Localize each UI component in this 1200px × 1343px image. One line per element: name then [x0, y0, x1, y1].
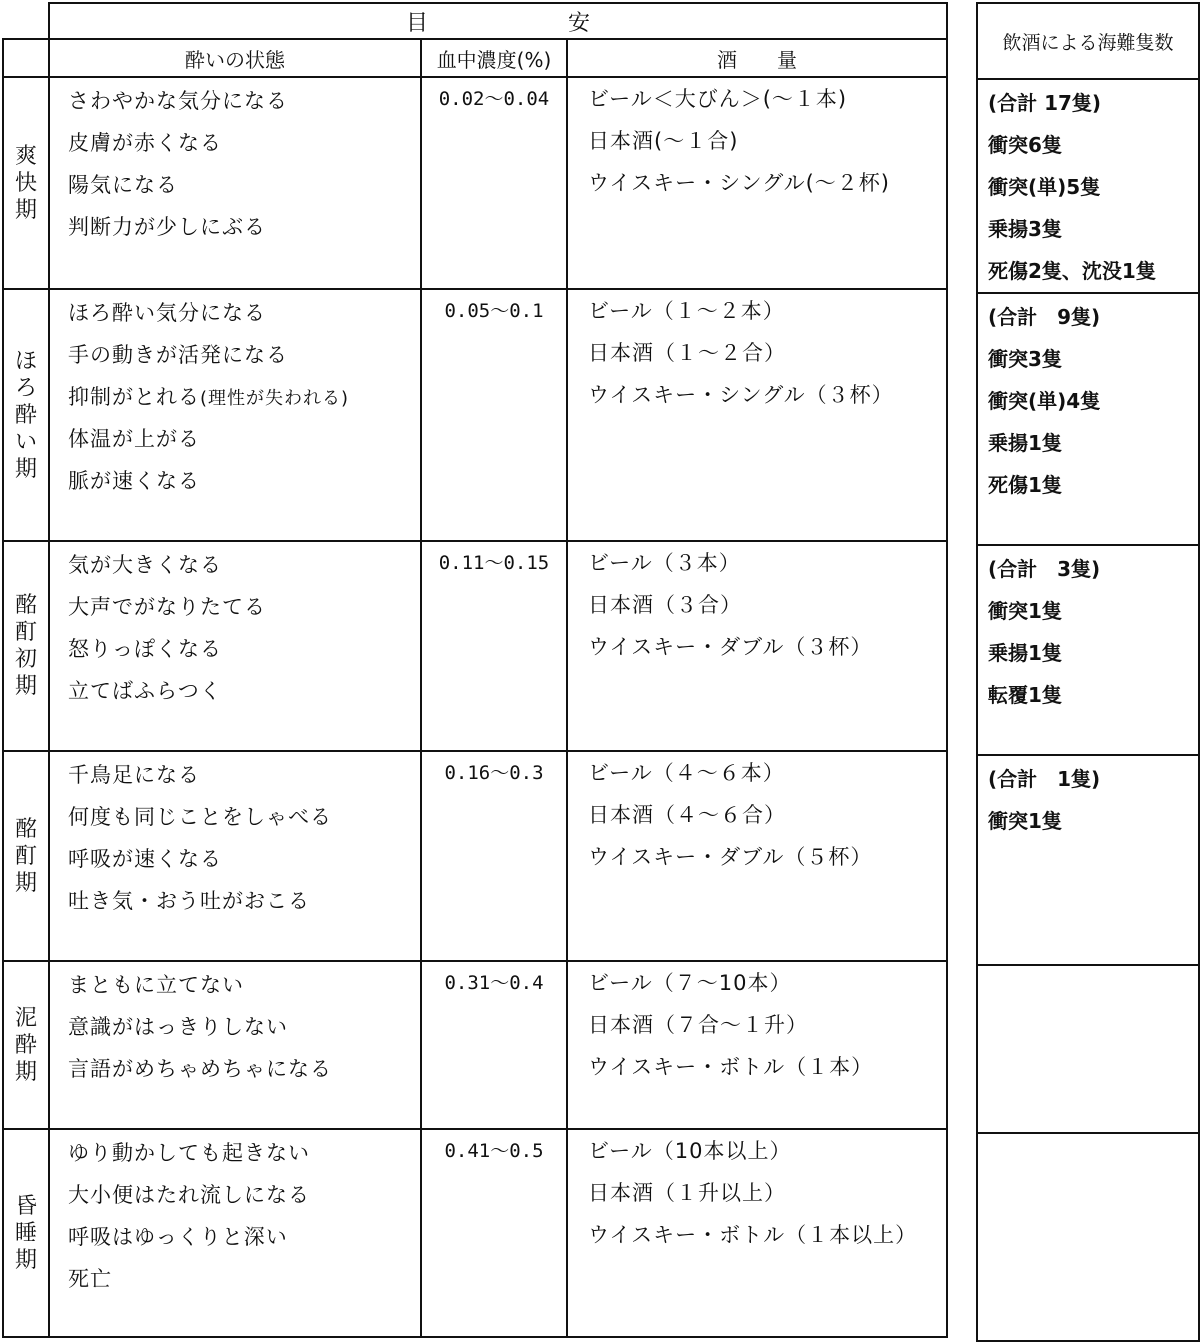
amount-line: ウイスキー・ダブル（５杯） [588, 845, 873, 869]
group-header-row [3, 3, 947, 39]
state-line: 立てばふらつく [68, 679, 222, 703]
stage-label [3, 961, 49, 1129]
stage-row [3, 541, 947, 751]
accident-line: 衝突6隻 [988, 133, 1062, 157]
amount-line: ビール（１～２本） [588, 299, 785, 323]
accident-line: 衝突(単)4隻 [988, 389, 1101, 413]
bac-value: 0.41～0.5 [444, 1140, 544, 1162]
amount-line: ウイスキー・ボトル（１本） [588, 1055, 874, 1079]
state-cell [49, 751, 421, 961]
state-line: 大小便はたれ流しになる [68, 1183, 310, 1207]
state-line: まともに立てない [68, 973, 244, 997]
amount-line: ビール＜大びん＞(～１本) [588, 87, 848, 111]
accident-line: 死傷2隻、沈没1隻 [988, 259, 1156, 283]
stage-label-char: 期 [14, 1059, 37, 1085]
accident-line: 乗揚1隻 [988, 641, 1062, 665]
state-line: 千鳥足になる [68, 763, 200, 787]
stage-label-char: 酔 [14, 402, 37, 428]
amount-line: ウイスキー・ダブル（３杯） [588, 635, 873, 659]
accident-cell [977, 1133, 1199, 1341]
amount-line: ウイスキー・シングル（３杯） [588, 383, 894, 407]
state-line: 何度も同じことをしゃべる [68, 805, 332, 829]
accident-cell [977, 755, 1199, 965]
amount-line: 日本酒（１～２合） [588, 341, 786, 365]
state-cell [49, 1129, 421, 1337]
bac-cell [421, 77, 567, 289]
state-line: 意識がはっきりしない [68, 1015, 288, 1039]
state-line: 体温が上がる [68, 427, 200, 451]
bac-value: 0.11～0.15 [438, 552, 550, 574]
bac-value: 0.05～0.1 [444, 300, 544, 322]
guide-header [49, 3, 947, 39]
state-line: 判断力が少しにぶる [68, 215, 266, 239]
column-header-state: 酔いの状態 [49, 39, 421, 77]
stage-label-char: 期 [14, 870, 37, 896]
stage-rows [3, 77, 947, 1337]
accident-line: (合計 3隻) [988, 557, 1101, 581]
state-cell [49, 961, 421, 1129]
stage-row [3, 289, 947, 541]
amount-line: 日本酒（４～６合） [588, 803, 786, 827]
bac-cell [421, 541, 567, 751]
accident-line: 転覆1隻 [988, 683, 1062, 707]
state-line: ほろ酔い気分になる [68, 301, 266, 325]
amount-line: 日本酒（３合） [588, 593, 742, 617]
stage-label [3, 541, 49, 751]
state-line: 手の動きが活発になる [68, 343, 288, 367]
stage-label [3, 289, 49, 541]
accident-row [977, 755, 1199, 965]
state-line: 大声でがなりたてる [68, 595, 266, 619]
state-cell [49, 77, 421, 289]
stage-label-char: い [14, 429, 37, 455]
stage-label-char: 睡 [14, 1220, 37, 1246]
state-line: 怒りっぽくなる [68, 637, 222, 661]
state-line: 呼吸はゆっくりと深い [68, 1225, 288, 1249]
accident-line: 死傷1隻 [988, 473, 1062, 497]
amount-line: ウイスキー・シングル(～２杯) [588, 171, 890, 195]
bac-cell [421, 751, 567, 961]
stage-label [3, 1129, 49, 1337]
accident-line: (合計 1隻) [988, 767, 1101, 791]
amount-line: 日本酒（１升以上） [588, 1181, 786, 1205]
stage-label-char: 期 [14, 674, 37, 699]
stage-row [3, 751, 947, 961]
accident-line: 乗揚3隻 [988, 217, 1062, 241]
state-line: 陽気になる [68, 173, 178, 197]
accident-line: (合計 9隻) [988, 305, 1101, 329]
accident-line: 衝突1隻 [988, 599, 1062, 623]
state-line: 抑制がとれる(理性が失われる) [68, 385, 350, 409]
guide-header-char-b: 安 [568, 10, 591, 36]
column-header-amount [567, 39, 947, 77]
accident-count-header: 飲酒による海難隻数 [977, 3, 1199, 79]
stage-label-char: 期 [14, 197, 37, 223]
bac-cell [421, 961, 567, 1129]
drunkenness-table [2, 2, 948, 1338]
amount-line: ビール（３本） [588, 551, 741, 575]
amount-cell [567, 77, 947, 289]
bac-cell [421, 1129, 567, 1337]
bac-value: 0.02～0.04 [438, 88, 550, 110]
stage-label-char: ほ [14, 348, 37, 374]
accident-row [977, 965, 1199, 1133]
stage-label-char: 酊 [14, 843, 37, 869]
state-cell [49, 541, 421, 751]
amount-cell [567, 961, 947, 1129]
column-header-amount-label: 酒 量 [717, 47, 797, 72]
column-header-row [3, 39, 947, 77]
accident-cell [977, 545, 1199, 755]
stage-label-char: 泥 [14, 1005, 37, 1031]
amount-cell [567, 289, 947, 541]
bac-cell [421, 289, 567, 541]
stage-label-char: 酔 [14, 1032, 37, 1058]
bac-value: 0.31～0.4 [444, 972, 544, 994]
stage-label-char: 酩 [14, 816, 37, 842]
bac-value: 0.16～0.3 [444, 762, 544, 784]
accident-line: 衝突3隻 [988, 347, 1062, 371]
stage-row [3, 961, 947, 1129]
stage-label-char: 快 [14, 170, 37, 196]
stage-label-char: 期 [14, 456, 37, 482]
accident-row [977, 293, 1199, 545]
accident-cell [977, 293, 1199, 545]
amount-line: 日本酒（７合～１升） [588, 1013, 808, 1037]
amount-cell [567, 541, 947, 751]
amount-cell [567, 1129, 947, 1337]
state-line: 気が大きくなる [68, 553, 222, 577]
state-line: 脈が速くなる [68, 469, 200, 493]
state-note: (理性が失われる) [200, 388, 350, 409]
amount-line: ビール（10本以上） [588, 1139, 792, 1163]
stage-label-char: ろ [14, 375, 37, 401]
stage-row [3, 1129, 947, 1337]
accident-row [977, 79, 1199, 293]
stage-label-char: 初 [14, 647, 37, 672]
column-header-bac: 血中濃度(%) [421, 39, 567, 77]
accident-row [977, 545, 1199, 755]
state-line: 吐き気・おう吐がおこる [68, 889, 310, 913]
accident-cell [977, 79, 1199, 293]
state-line: 呼吸が速くなる [68, 847, 222, 871]
stage-label-char: 昏 [14, 1193, 37, 1219]
stage-label [3, 77, 49, 289]
accident-line: (合計 17隻) [988, 91, 1102, 115]
amount-line: ビール（４～６本） [588, 761, 785, 785]
state-line: さわやかな気分になる [68, 89, 288, 113]
amount-line: 日本酒(～１合) [588, 129, 739, 153]
accident-line: 衝突1隻 [988, 809, 1062, 833]
stage-label-char: 酊 [14, 620, 37, 645]
accident-count-table [976, 2, 1200, 1342]
state-line: ゆり動かしても起きない [68, 1141, 310, 1165]
accident-row [977, 1133, 1199, 1341]
amount-line: ビール（７～10本） [588, 971, 792, 995]
accident-line: 乗揚1隻 [988, 431, 1062, 455]
state-line: 皮膚が赤くなる [68, 131, 222, 155]
accident-cell [977, 965, 1199, 1133]
accident-rows [977, 79, 1199, 1341]
accident-line: 衝突(単)5隻 [988, 175, 1101, 199]
stage-label-char: 酩 [14, 593, 37, 618]
state-line: 言語がめちゃめちゃになる [68, 1057, 332, 1081]
stage-row [3, 77, 947, 289]
stage-label-char: 期 [14, 1247, 37, 1273]
guide-header-char-a: 目 [405, 10, 428, 36]
state-line: 死亡 [68, 1267, 112, 1291]
amount-line: ウイスキー・ボトル（１本以上） [588, 1223, 918, 1247]
stage-label-char: 爽 [14, 143, 37, 169]
amount-cell [567, 751, 947, 961]
state-cell [49, 289, 421, 541]
stage-label [3, 751, 49, 961]
